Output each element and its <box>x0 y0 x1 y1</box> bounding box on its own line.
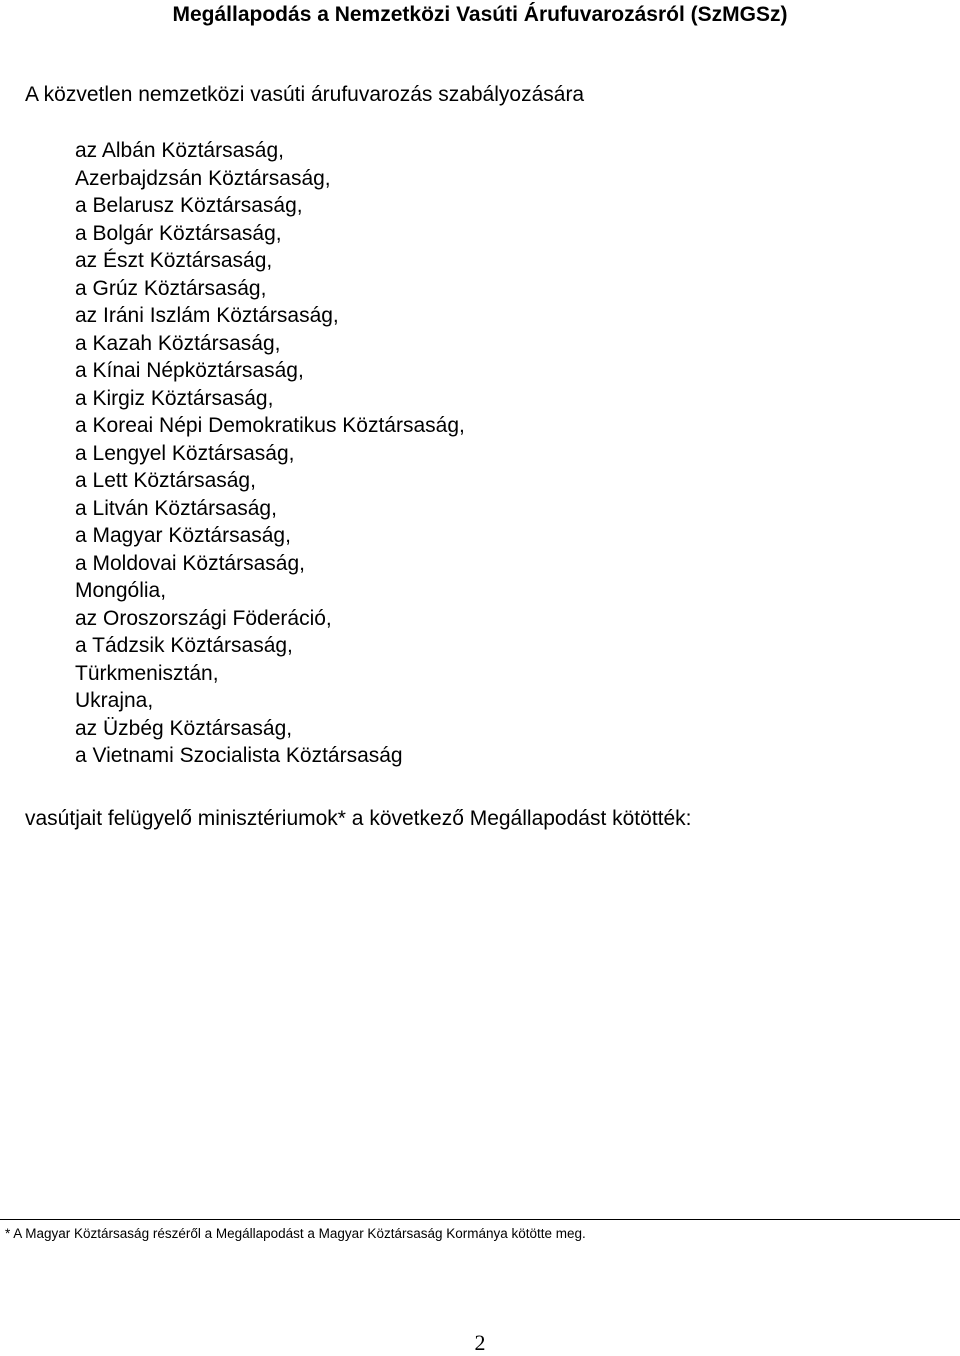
country-list-item: az Észt Köztársaság, <box>75 249 273 272</box>
country-list-item: az Iráni Iszlám Köztársaság, <box>75 304 339 327</box>
country-list-item: a Bolgár Köztársaság, <box>75 221 282 245</box>
country-list-item: a Kirgiz Köztársaság, <box>75 386 274 410</box>
country-list-item: az Albán Köztársaság, <box>75 139 284 162</box>
footnote-text: * A Magyar Köztársaság részéről a Megállapodást a Magyar Köztársaság Kormánya kötötte meg. <box>5 1226 586 1241</box>
country-list-item: az Üzbég Köztársaság, <box>75 716 293 740</box>
country-list-item: a Lett Köztársaság, <box>75 469 256 492</box>
country-list-item: a Lengyel Köztársaság, <box>75 441 295 465</box>
country-list-item: Azerbajdzsán Köztársaság, <box>75 166 331 190</box>
country-list-item: a Litván Köztársaság, <box>75 496 277 520</box>
country-list-item: a Magyar Köztársaság, <box>75 524 291 547</box>
country-list-item: a Kínai Népköztársaság, <box>75 359 304 382</box>
country-list-item: a Belarusz Köztársaság, <box>75 194 303 217</box>
country-list-item: Türkmenisztán, <box>75 661 219 685</box>
country-list-item: Ukrajna, <box>75 689 154 712</box>
document-title: Megállapodás a Nemzetközi Vasúti Árufuvarozásról (SzMGSz) <box>172 3 788 26</box>
country-list-item: a Vietnami Szocialista Köztársaság <box>75 744 403 767</box>
country-list-item: az Oroszországi Föderáció, <box>75 606 332 630</box>
country-list-item: a Tádzsik Köztársaság, <box>75 634 293 657</box>
intro-paragraph: A közvetlen nemzetközi vasúti árufuvarozás szabályozására <box>25 83 585 106</box>
country-list-item: a Grúz Köztársaság, <box>75 276 267 300</box>
country-list <box>75 137 465 770</box>
country-list-item: a Kazah Köztársaság, <box>75 331 281 355</box>
country-list-item: a Koreai Népi Demokratikus Köztársaság, <box>75 414 465 437</box>
country-list-item: Mongólia, <box>75 579 167 602</box>
country-list-item: a Moldovai Köztársaság, <box>75 551 305 575</box>
page-number: 2 <box>474 1330 486 1355</box>
closing-paragraph: vasútjait felügyelő minisztériumok* a következő Megállapodást kötötték: <box>25 807 692 830</box>
footnote-divider <box>0 1219 960 1220</box>
